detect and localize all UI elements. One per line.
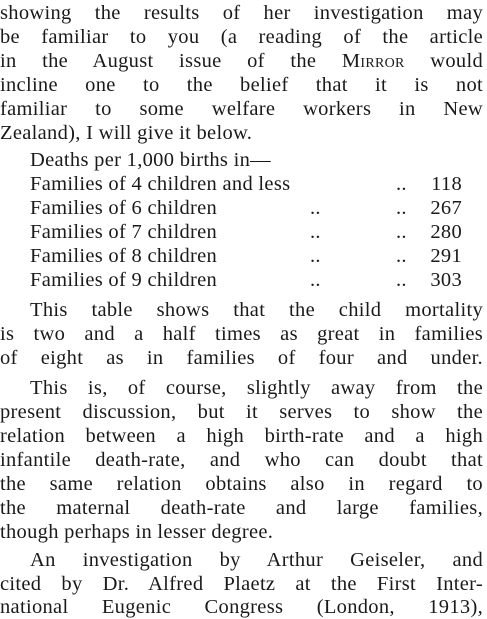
table-row-leader: .. xyxy=(396,221,407,243)
paragraph-1-line-3-start: in the August issue of the xyxy=(0,50,342,72)
table-row-leader: .. xyxy=(396,197,407,219)
paragraph-1-line-5: familiar to some welfare workers in New xyxy=(0,98,483,120)
table-row-leader: .. xyxy=(396,173,407,195)
mirror-title: Mirror xyxy=(341,50,405,72)
table-row-leader: .. xyxy=(310,269,321,291)
table-row-label: Families of 9 children xyxy=(30,269,218,291)
paragraph-4-line-2: cited by Dr. Alfred Plaetz at the First Inter- xyxy=(0,573,483,595)
table-row-label: Families of 8 children xyxy=(30,245,218,267)
table-row-leader: .. xyxy=(310,245,321,267)
table-row-leader: .. xyxy=(396,269,407,291)
paragraph-2-line-2: is two and a half times as great in families xyxy=(0,323,483,345)
table-row-value: 280 xyxy=(430,221,462,243)
table-row-label: Families of 4 children and less xyxy=(30,173,291,195)
paragraph-3-line-1: This is, of course, slightly away from the xyxy=(30,377,483,399)
paragraph-3-line-3: relation between a high birth-rate and a high xyxy=(0,425,483,447)
table-row xyxy=(30,196,462,220)
paragraph-3-line-4: infantile death-rate, and who can doubt that xyxy=(0,449,483,471)
table-row-value: 118 xyxy=(431,173,462,195)
paragraph-3-line-2: present discussion, but it serves to show the xyxy=(0,401,483,423)
paragraph-1-line-1: showing the results of her investigation may xyxy=(0,2,483,24)
table-row xyxy=(30,244,462,268)
paragraph-1-line-2: be familiar to you (a reading of the article xyxy=(0,26,483,48)
table-row xyxy=(30,268,462,292)
paragraph-2-line-1: This table shows that the child mortality xyxy=(30,299,483,321)
table-row-label: Families of 7 children xyxy=(30,221,218,243)
paragraph-1-line-4: incline one to the belief that it is not xyxy=(0,74,483,96)
table-row-leader: .. xyxy=(310,197,321,219)
paragraph-3-line-7: though perhaps in lesser degree. xyxy=(0,521,274,543)
paragraph-2-line-3: of eight as in families of four and under. xyxy=(0,347,483,369)
paragraph-1-line-3-end: would xyxy=(404,50,483,72)
table-row-leader: .. xyxy=(396,245,407,267)
table-row xyxy=(30,220,462,244)
paragraph-4-line-1: An investigation by Arthur Geiseler, and xyxy=(30,549,483,571)
table-intro: Deaths per 1,000 births in— xyxy=(30,149,271,171)
table-row-value: 267 xyxy=(430,197,462,219)
table-row xyxy=(30,172,462,196)
paragraph-1-line-6: Zealand), I will give it below. xyxy=(0,122,253,144)
paragraph-3-line-6: the maternal death-rate and large families, xyxy=(0,497,483,519)
table-row-label: Families of 6 children xyxy=(30,197,218,219)
paragraph-1-line-3 xyxy=(0,49,483,73)
table-row-leader: .. xyxy=(310,221,321,243)
paragraph-4-line-3: national Eugenic Congress (London, 1913), xyxy=(0,596,483,618)
table-row-value: 291 xyxy=(430,245,462,267)
paragraph-3-line-5: the same relation obtains also in regard to xyxy=(0,473,483,495)
table-row-value: 303 xyxy=(430,269,462,291)
